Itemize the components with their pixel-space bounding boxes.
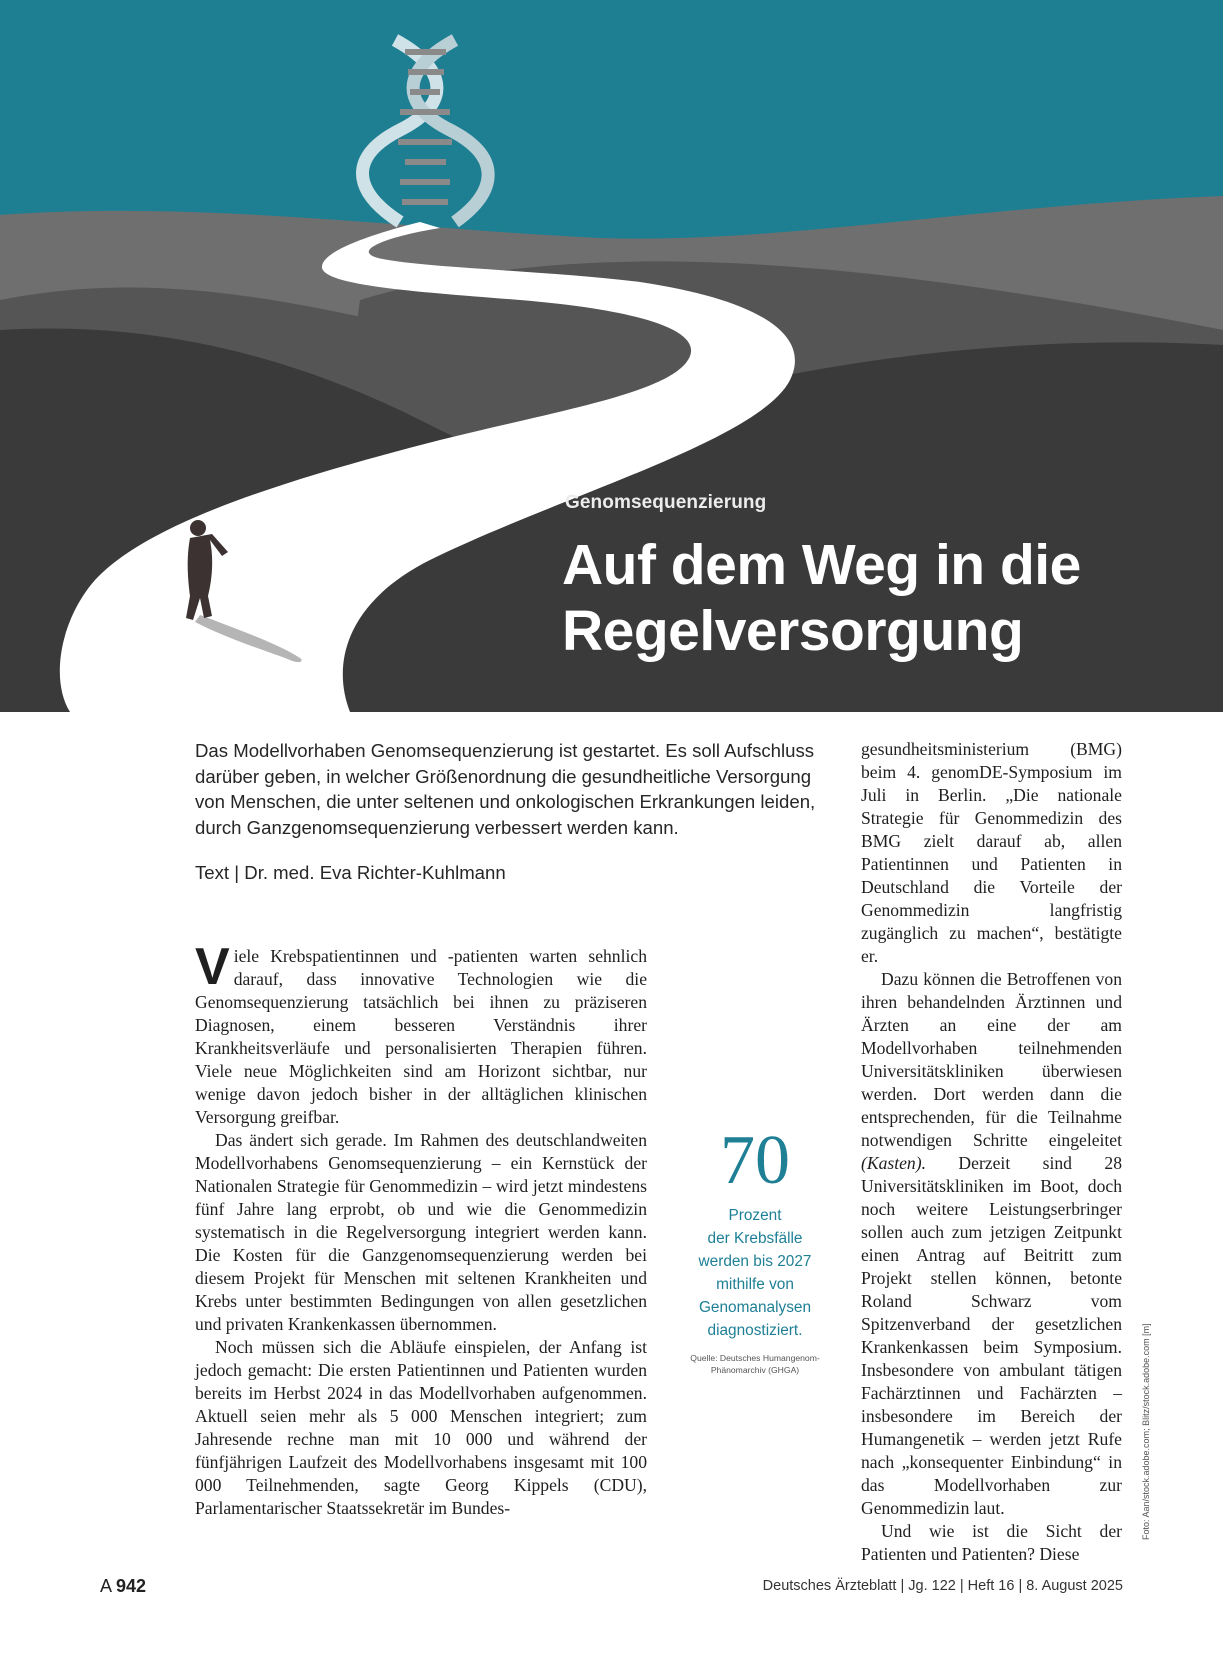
stat-callout bbox=[680, 1122, 830, 1376]
lead-paragraph: Das Modellvorhaben Genomsequenzierung ist gestartet. Es soll Aufschluss darüber geben, in welcher Größenordnung die gesundheitliche Versorgung von Menschen, die unter seltenen und onkologischen Erkrankungen leiden, durch Ganzgenomsequenzierung verbessert werden kann. bbox=[195, 740, 816, 838]
photo-credit: Foto: Aan/stock.adobe.com; Blitz/stock.adobe.com [m] bbox=[1141, 1323, 1151, 1540]
stat-source bbox=[680, 1352, 830, 1376]
stat-source-line: Phänomarchiv (GHGA) bbox=[710, 1365, 800, 1375]
stat-description bbox=[680, 1204, 830, 1342]
stat-line: mithilfe von bbox=[716, 1276, 794, 1293]
stat-line: der Krebsfälle bbox=[707, 1230, 803, 1247]
stat-line: Genomanalysen bbox=[698, 1299, 812, 1316]
body-paragraph: gesundheitsministerium (BMG) beim 4. genomDE-Symposium im Juli in Berlin. „Die nationale Strategie für Genommedizin des BMG zielt darauf ab, allen Patientinnen und Patienten in Deutschland die Vorteile der Genommedizin langfristig zugänglich zu machen“, bestätigte er. bbox=[861, 739, 1122, 966]
byline: Text | Dr. med. Eva Richter-Kuhlmann bbox=[195, 862, 506, 883]
body-paragraph-text: Dazu können die Betroffenen von ihren behandelnden Ärztinnen und Ärzten an eine der am Modellvorhaben teilnehmenden Universitätskliniken überwiesen werden. Dort werden dann die entsprechenden, für die Teilnahme notwendigen Schritte eingeleitet bbox=[861, 969, 1122, 1150]
stat-line: diagnostiziert. bbox=[707, 1322, 803, 1339]
stat-line: Prozent bbox=[728, 1207, 782, 1224]
page-title: Auf dem Weg in die Regelversorgung bbox=[562, 533, 1081, 663]
stat-source-line: Quelle: Deutsches Humangenom- bbox=[690, 1353, 820, 1363]
page-number-value: 942 bbox=[116, 1576, 147, 1596]
drop-cap: V bbox=[195, 938, 230, 996]
hero-illustration bbox=[0, 0, 1223, 712]
body-column-left bbox=[195, 938, 647, 1520]
body-paragraph-text: Derzeit sind 28 Universitätskliniken im Boot, doch noch weitere Leistungserbringer sollen auch zum jetzigen Zeitpunkt einen Antrag auf Beitritt zum Projekt stellen können, betonte Roland Schwarz vom Spitzenverband der gesetzlichen Krankenkassen beim Symposium. Insbesondere von ambulant tätigen Fachärztinnen und Fachärzten – insbesondere im Bereich der Humangenetik – werden jetzt Rufe nach „konsequenter Einbindung“ in das Modellvorhaben zur Genommedizin laut. bbox=[861, 1153, 1122, 1518]
box-reference: (Kasten). bbox=[861, 1153, 926, 1173]
page-prefix: A bbox=[100, 1576, 112, 1596]
kicker: Genomsequenzierung bbox=[565, 492, 767, 513]
page-number bbox=[100, 1576, 146, 1597]
body-paragraph-text: iele Krebspatientinnen und -patienten warten sehnlich darauf, dass innovative Technologien wie die Genomsequenzierung tatsächlich bei ihnen zu präziseren Diagnosen, einem besseren Verständnis ihrer Krankheitsverläufe und personalisierten Therapien führen. Viele neue Möglichkeiten sind am Horizont sichtbar, nur wenige davon jedoch bisher in der alltäglichen klinischen Versorgung greifbar. bbox=[195, 946, 647, 1127]
stat-line: werden bis 2027 bbox=[698, 1253, 812, 1270]
body-paragraph bbox=[861, 968, 1122, 1520]
body-column-right bbox=[861, 738, 1122, 1566]
body-paragraph: Und wie ist die Sicht der Patienten und Patienten? Diese bbox=[861, 1521, 1122, 1564]
body-paragraph bbox=[195, 938, 647, 1129]
journal-footer: Deutsches Ärzteblatt | Jg. 122 | Heft 16 | 8. August 2025 bbox=[762, 1578, 1123, 1594]
body-paragraph: Noch müssen sich die Abläufe einspielen, der Anfang ist jedoch gemacht: Die ersten Patientinnen und Patienten wurden bereits im Herbst 2024 in das Modellvorhaben aufgenommen. Aktuell seien mehr als 5 000 Menschen integriert; zum Jahresende rechne man mit 10 000 und während der fünfjährigen Laufzeit des Modellvorhabens insgesamt mit 100 000 Teilnehmenden, sagte Georg Kippels (CDU), Parlamentarischer Staatssekretär im Bundes- bbox=[195, 1337, 647, 1518]
stat-number: 70 bbox=[720, 1122, 790, 1199]
body-paragraph: Das ändert sich gerade. Im Rahmen des deutschlandweiten Modellvorhabens Genomsequenzierung – ein Kernstück der Nationalen Strategie für Genommedizin – wird jetzt mindestens fünf Jahre lang erprobt, ob und wie die Genommedizin systematisch in die Regelversorgung integriert werden kann. Die Kosten für die Ganzgenomsequenzierung werden bei diesem Projekt für Menschen mit seltenen Krankheiten und Krebs unter bestimmten Bedingungen von allen gesetzlichen und privaten Krankenkassen übernommen. bbox=[195, 1130, 647, 1334]
